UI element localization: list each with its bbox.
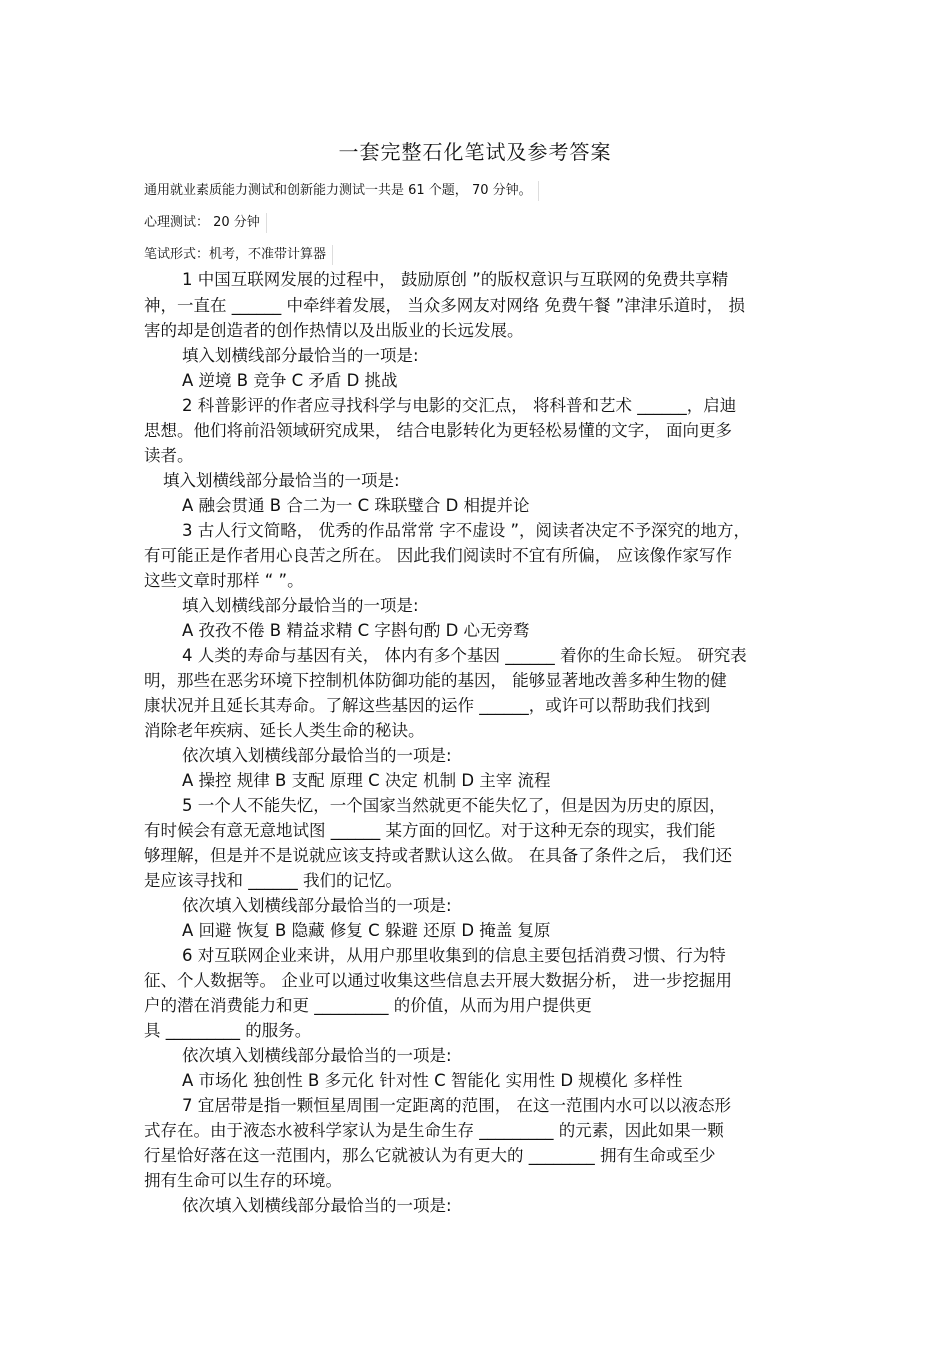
q5-line-3: 够理解，但是并不是说就应该支持或者默认这么做。 在具备了条件之后， 我们还 [144, 846, 732, 865]
q7-prompt: 依次填入划横线部分最恰当的一项是: [182, 1196, 452, 1215]
q3-options: A 孜孜不倦 B 精益求精 C 字斟句酌 D 心无旁骛 [182, 621, 530, 640]
q7-line-3: 行星恰好落在这一范围内，那么它就被认为有更大的 ________ 拥有生命或至少 [144, 1146, 716, 1165]
q5-line-2: 有时候会有意无意地试图 ______ 某方面的回忆。对于这种无奈的现实，我们能 [144, 821, 716, 840]
meta-test-info: 通用就业素质能力测试和创新能力测试一共是 61 个题， 70 分钟。 [144, 181, 539, 201]
q4-line-1: 4 人类的寿命与基因有关， 体内有多个基因 ______ 着你的生命长短。 研究表 [182, 646, 747, 665]
q3-prompt: 填入划横线部分最恰当的一项是: [182, 596, 419, 615]
q1-line-3: 害的却是创造者的创作热情以及出版业的长远发展。 [144, 321, 524, 340]
meta-exam-format: 笔试形式：机考，不准带计算器 [144, 245, 333, 265]
q6-line-3: 户的潜在消费能力和更 _________ 的价值，从而为用户提供更 [144, 996, 592, 1015]
q1-line-1: 1 中国互联网发展的过程中， 鼓励原创 ”的版权意识与互联网的免费共享精 [182, 270, 729, 289]
q3-line-1: 3 古人行文简略， 优秀的作品常常 字不虚设 ”，阅读者决定不予深究的地方， [182, 521, 751, 540]
q1-options: A 逆境 B 竞争 C 矛盾 D 挑战 [182, 371, 398, 390]
q2-line-3: 读者。 [144, 446, 194, 465]
q6-options: A 市场化 独创性 B 多元化 针对性 C 智能化 实用性 D 规模化 多样性 [182, 1071, 683, 1090]
q6-line-2: 征、个人数据等。 企业可以通过收集这些信息去开展大数据分析， 进一步挖掘用 [144, 971, 732, 990]
q3-line-2: 有可能正是作者用心良苦之所在。 因此我们阅读时不宜有所偏， 应该像作家写作 [144, 546, 732, 565]
q2-line-2: 思想。他们将前沿领域研究成果， 结合电影转化为更轻松易懂的文字， 面向更多 [144, 421, 732, 440]
q5-options: A 回避 恢复 B 隐藏 修复 C 躲避 还原 D 掩盖 复原 [182, 921, 551, 940]
q7-line-4: 拥有生命可以生存的环境。 [144, 1171, 342, 1190]
q5-line-1: 5 一个人不能失忆，一个国家当然就更不能失忆了，但是因为历史的原因， [182, 796, 726, 815]
q4-line-2: 明，那些在恶劣环境下控制机体防御功能的基因， 能够显著地改善多种生物的健 [144, 671, 727, 690]
q3-line-3: 这些文章时那样 “ ”。 [144, 571, 304, 590]
q4-line-4: 消除老年疾病、延长人类生命的秘诀。 [144, 721, 425, 740]
q5-line-4: 是应该寻找和 ______ 我们的记忆。 [144, 871, 402, 890]
q2-prompt: 填入划横线部分最恰当的一项是: [163, 471, 400, 490]
q7-line-1: 7 宜居带是指一颗恒星周围一定距离的范围， 在这一范围内水可以以液态形 [182, 1096, 731, 1115]
meta-psych-test: 心理测试： 20 分钟 [144, 213, 267, 233]
q4-options: A 操控 规律 B 支配 原理 C 决定 机制 D 主宰 流程 [182, 771, 551, 790]
q1-line-2: 神，一直在 ______ 中牵绊着发展， 当众多网友对网络 免费午餐 ”津津乐道时， 损 [144, 296, 746, 315]
q6-line-4: 具 _________ 的服务。 [144, 1021, 312, 1040]
q7-line-2: 式存在。由于液态水被科学家认为是生命生存 _________ 的元素，因此如果一颗 [144, 1121, 724, 1140]
q2-line-1: 2 科普影评的作者应寻找科学与电影的交汇点， 将科普和艺术 ______，启迪 [182, 396, 737, 415]
q6-prompt: 依次填入划横线部分最恰当的一项是: [182, 1046, 452, 1065]
q4-prompt: 依次填入划横线部分最恰当的一项是: [182, 746, 452, 765]
q1-prompt: 填入划横线部分最恰当的一项是: [182, 346, 419, 365]
q4-line-3: 康状况并且延长其寿命。了解这些基因的运作 ______，或许可以帮助我们找到 [144, 696, 711, 715]
q2-options: A 融会贯通 B 合二为一 C 珠联璧合 D 相提并论 [182, 496, 530, 515]
document-title: 一套完整石化笔试及参考答案 [338, 140, 612, 164]
q5-prompt: 依次填入划横线部分最恰当的一项是: [182, 896, 452, 915]
q6-line-1: 6 对互联网企业来讲，从用户那里收集到的信息主要包括消费习惯、行为特 [182, 946, 726, 965]
